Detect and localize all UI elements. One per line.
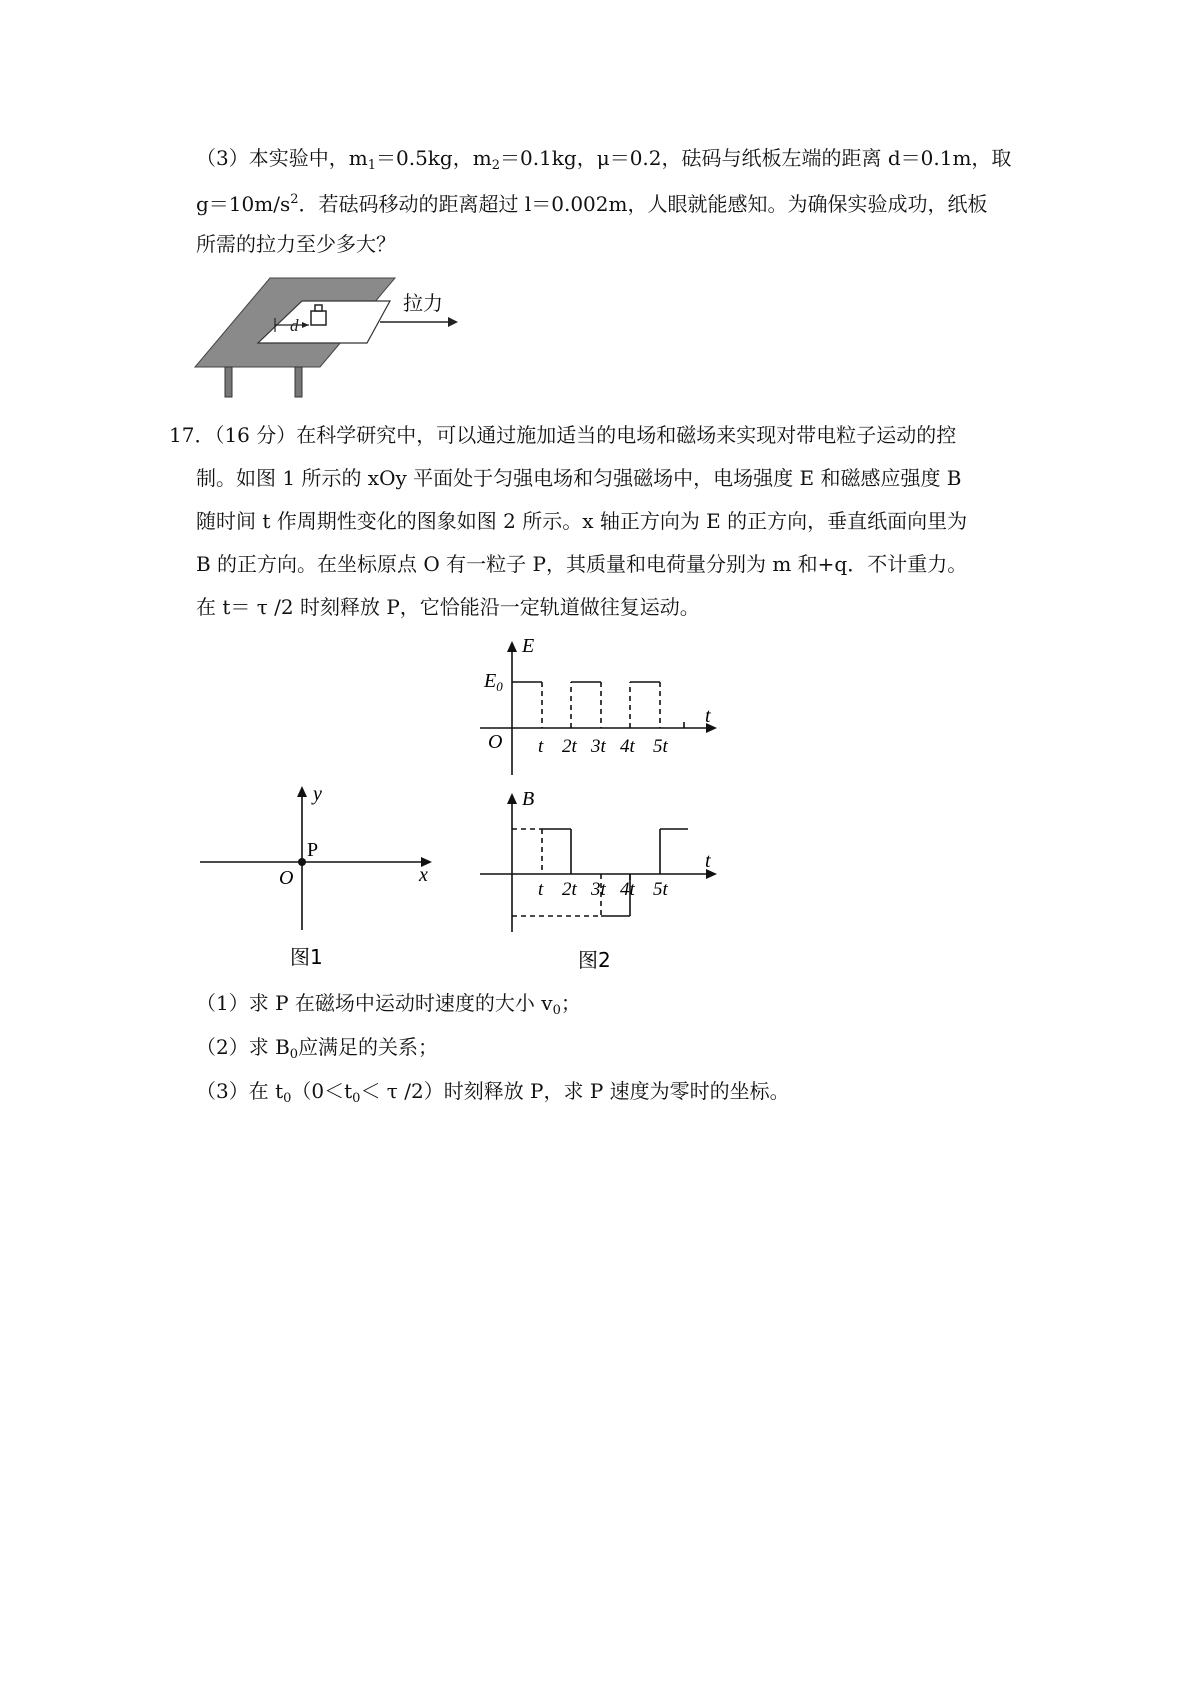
e-t-graph: [480, 635, 717, 775]
table-leg-right: [295, 367, 302, 397]
origin-label: O: [279, 867, 294, 889]
e-tick-5t: 5t: [653, 736, 668, 757]
q16-part3-line3: 所需的拉力至少多大？: [196, 232, 396, 256]
question-1: （1）求 P 在磁场中运动时速度的大小 $v_0$；: [196, 991, 581, 1018]
e-waveform: [512, 682, 684, 728]
e-tick-3t: 3t: [591, 736, 606, 757]
figure-1-caption: 图1: [290, 945, 323, 969]
e-tick-2t: 2t: [562, 736, 577, 757]
b-t-axis-label: t: [705, 850, 711, 872]
e-tick-t: t: [538, 736, 544, 757]
d-label: d: [290, 316, 299, 335]
b-tick-5t: 5t: [653, 879, 668, 900]
particle-p: [298, 858, 306, 866]
force-arrowhead: [448, 317, 458, 327]
figure-2-caption: 图2: [578, 948, 611, 972]
b-tick-2t: 2t: [562, 879, 577, 900]
figure-1-xoy-plane: [190, 780, 450, 980]
q17-line3: 随时间 t 作周期性变化的图象如图 2 所示。x 轴正方向为 E 的正方向，垂直纸面向里为: [196, 509, 968, 533]
question-3: （3）在 $t_0(0<t_0< \tau$ /2）时刻释放 P，求 P 速度为零时的坐标。: [196, 1079, 790, 1106]
y-axis-arrowhead: [297, 786, 307, 797]
question-2: （2）求 $B_0$应满足的关系；: [196, 1035, 439, 1062]
e-axis-arrowhead: [507, 641, 517, 652]
weight-block: [311, 311, 326, 325]
q17-line1: 17．（16 分）在科学研究中，可以通过施加适当的电场和磁场来实现对带电粒子运动的控: [169, 423, 957, 447]
q17-line4: B 的正方向。在坐标原点 O 有一粒子 P，其质量和电荷量分别为 m 和+q．不计重力。: [196, 552, 968, 576]
b-waveform: [512, 829, 688, 916]
b-t-graph: [480, 788, 717, 932]
b-axis-arrowhead: [507, 793, 517, 804]
e-origin-label: O: [488, 731, 503, 753]
q17-line5: 在 t＝ τ /2 时刻释放 P，它恰能沿一定轨道做往复运动。: [196, 595, 700, 619]
y-axis-label: y: [313, 783, 322, 805]
q16-part3-line2: $g=10m/s^2$．若砝码移动的距离超过 l＝0.002m，人眼就能感知。为确保实验成功，纸板: [196, 192, 988, 216]
figure-2-field-graphs: [470, 630, 740, 980]
table-paper-diagram: [190, 270, 480, 400]
q17-line2: 制。如图 1 所示的 xOy 平面处于匀强电场和匀强磁场中，电场强度 E 和磁感应强度 B: [196, 466, 962, 490]
x-axis-label: x: [419, 864, 428, 886]
q16-part3-line1: （3）本实验中，$m_1=0.5kg$，$m_2=0.1kg$，μ＝0.2，砝码与纸板左端的距离 d＝0.1m，取: [196, 146, 1012, 173]
b-tick-4t: 4t: [620, 879, 635, 900]
b-axis-label: B: [522, 788, 535, 810]
e-axis-label: E: [522, 635, 535, 657]
particle-p-label: P: [307, 839, 319, 861]
force-label: 拉力: [403, 291, 443, 315]
table-leg-left: [225, 367, 232, 397]
e-t-axis-label: t: [705, 705, 711, 727]
weight-knob: [315, 305, 322, 311]
b-tick-3t: 3t: [591, 879, 606, 900]
e0-label: $E_0$: [484, 670, 503, 694]
b-tick-t: t: [538, 879, 544, 900]
e-tick-4t: 4t: [620, 736, 635, 757]
